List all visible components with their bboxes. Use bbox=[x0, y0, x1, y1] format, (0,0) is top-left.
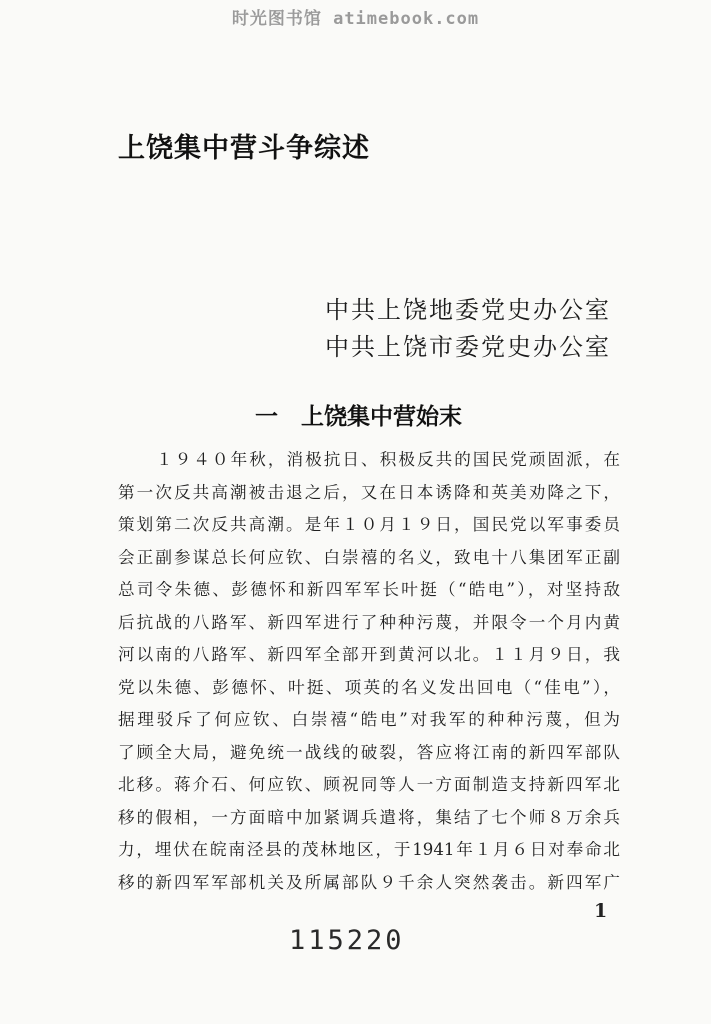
author-line: 中共上饶地委党史办公室 bbox=[325, 296, 611, 324]
body-paragraph bbox=[118, 444, 620, 899]
author-line: 中共上饶市委党史办公室 bbox=[325, 333, 611, 361]
catalog-stamp-number: 115220 bbox=[289, 925, 405, 956]
text-line: 移的新四军军部机关及所属部队９千余人突然袭击。新四军广 bbox=[118, 872, 620, 892]
text-line: 会正副参谋总长何应钦、白崇禧的名义，致电十八集团军正副 bbox=[118, 547, 620, 567]
page-title: 上饶集中营斗争综述 bbox=[118, 133, 370, 164]
text-line: 北移。蒋介石、何应钦、顾祝同等人一方面制造支持新四军北 bbox=[118, 775, 620, 794]
section-heading: 一 上饶集中营始末 bbox=[255, 404, 462, 430]
watermark: 时光图书馆 atimebook.com bbox=[231, 9, 480, 29]
page-number: 1 bbox=[594, 900, 608, 922]
text-line: 后抗战的八路军、新四军进行了种种污蔑，并限令一个月内黄 bbox=[118, 612, 620, 632]
text-line: 移的假相，一方面暗中加紧调兵遣将，集结了七个师８万余兵 bbox=[118, 807, 620, 827]
text-line: 了顾全大局，避免统一战线的破裂，答应将江南的新四军部队 bbox=[118, 742, 620, 762]
text-line: 力，埋伏在皖南泾县的茂林地区，于1941年１月６日对奉命北 bbox=[118, 840, 620, 859]
author-block bbox=[325, 292, 611, 366]
text-line: 党以朱德、彭德怀、叶挺、项英的名义发出回电（“佳电”）， bbox=[118, 677, 620, 697]
text-line: １９４０年秋，消极抗日、积极反共的国民党顽固派，在 bbox=[156, 450, 620, 469]
text-line: 总司令朱德、彭德怀和新四军军长叶挺（“皓电”），对坚持敌 bbox=[118, 580, 620, 599]
text-line: 据理驳斥了何应钦、白崇禧“皓电”对我军的种种污蔑，但为 bbox=[118, 710, 620, 729]
text-line: 策划第二次反共高潮。是年１０月１９日，国民党以军事委员 bbox=[118, 515, 620, 534]
text-line: 河以南的八路军、新四军全部开到黄河以北。１１月９日，我 bbox=[118, 645, 620, 664]
text-line: 第一次反共高潮被击退之后，又在日本诱降和英美劝降之下， bbox=[118, 482, 620, 502]
